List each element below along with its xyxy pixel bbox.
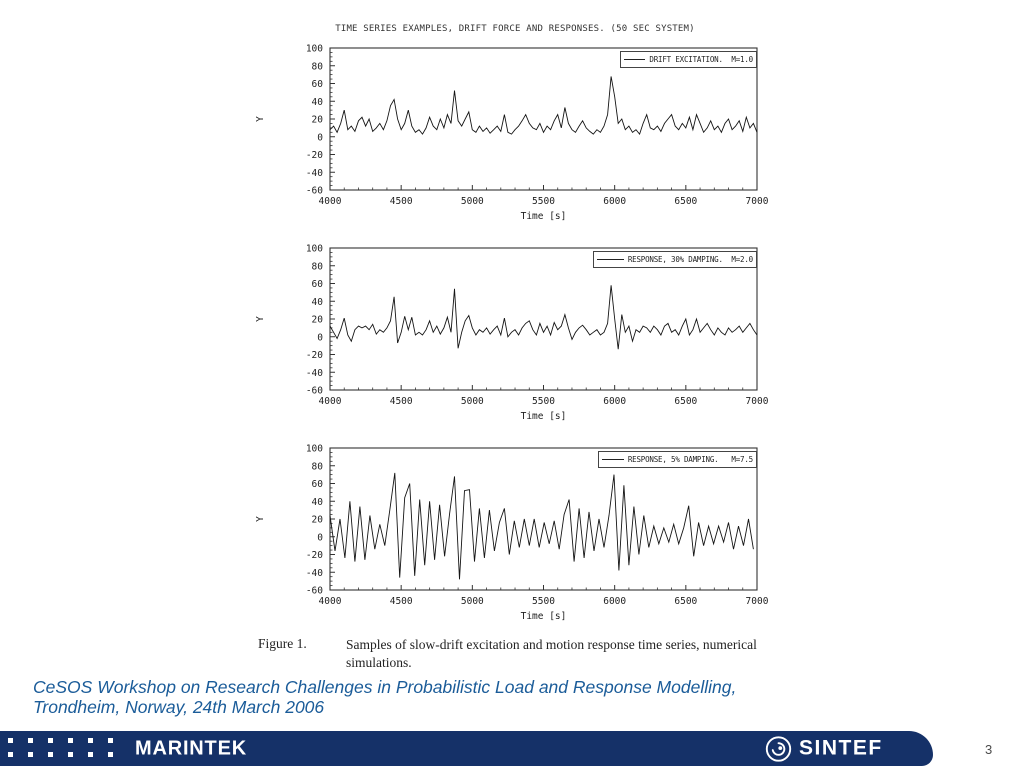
legend-response-30pct xyxy=(593,251,757,268)
workshop-footer-text xyxy=(33,678,863,717)
legend-label: RESPONSE, 5% DAMPING. M=7.5 xyxy=(627,455,753,464)
marintek-logo: MARINTEK xyxy=(135,737,247,759)
marintek-dots-pattern xyxy=(8,738,113,757)
svg-text:0: 0 xyxy=(317,532,323,544)
svg-text:-40: -40 xyxy=(305,567,323,579)
svg-text:-60: -60 xyxy=(305,185,323,197)
svg-text:40: 40 xyxy=(311,296,323,308)
footer-bar xyxy=(0,731,933,766)
figure-caption-text: Samples of slow-drift excitation and motion response time series, numerical simulations. xyxy=(346,637,757,671)
svg-text:6000: 6000 xyxy=(603,196,627,207)
svg-text:5500: 5500 xyxy=(532,596,555,607)
svg-text:Y: Y xyxy=(255,116,266,122)
svg-text:4000: 4000 xyxy=(318,196,342,207)
plot-drift-excitation xyxy=(255,44,775,244)
response-5pct-chart xyxy=(255,444,775,644)
plot-response-5pct xyxy=(255,444,775,644)
figure-caption xyxy=(258,636,798,672)
svg-text:6500: 6500 xyxy=(674,396,698,407)
svg-text:4000: 4000 xyxy=(318,396,342,407)
svg-text:0: 0 xyxy=(317,132,323,144)
legend-drift-excitation xyxy=(620,51,757,68)
svg-text:4500: 4500 xyxy=(389,396,413,407)
svg-text:80: 80 xyxy=(311,261,323,273)
svg-text:20: 20 xyxy=(311,514,323,526)
figure-title: TIME SERIES EXAMPLES, DRIFT FORCE AND RESPONSES. (50 SEC SYSTEM) xyxy=(335,24,695,34)
svg-text:100: 100 xyxy=(305,44,323,55)
plot-response-30pct xyxy=(255,244,775,444)
svg-text:Time [s]: Time [s] xyxy=(520,211,567,222)
svg-text:5000: 5000 xyxy=(460,596,484,607)
svg-text:-60: -60 xyxy=(305,385,323,397)
svg-text:4500: 4500 xyxy=(389,196,413,207)
svg-text:-20: -20 xyxy=(305,350,323,361)
svg-text:7000: 7000 xyxy=(745,596,769,607)
svg-text:7000: 7000 xyxy=(745,396,769,407)
svg-text:6500: 6500 xyxy=(674,196,698,207)
figure-caption-label: Figure 1. xyxy=(258,636,307,651)
svg-text:60: 60 xyxy=(311,279,323,290)
svg-text:6000: 6000 xyxy=(603,396,627,407)
svg-text:5000: 5000 xyxy=(460,396,484,407)
svg-text:Y: Y xyxy=(255,316,266,322)
svg-text:0: 0 xyxy=(317,332,323,344)
svg-text:Time [s]: Time [s] xyxy=(520,411,567,422)
svg-text:-20: -20 xyxy=(305,550,323,561)
workshop-footer-line2: Trondheim, Norway, 24th March 2006 xyxy=(33,696,325,717)
svg-text:Time [s]: Time [s] xyxy=(520,611,567,622)
legend-response-5pct xyxy=(598,451,757,468)
legend-label: RESPONSE, 30% DAMPING. M=2.0 xyxy=(627,255,753,264)
svg-text:60: 60 xyxy=(311,79,323,90)
svg-text:5500: 5500 xyxy=(532,396,555,407)
svg-text:Y: Y xyxy=(255,516,266,522)
svg-text:7000: 7000 xyxy=(745,196,769,207)
svg-text:-20: -20 xyxy=(305,150,323,161)
svg-text:4500: 4500 xyxy=(389,596,413,607)
svg-text:-40: -40 xyxy=(305,167,323,179)
workshop-footer-line1: CeSOS Workshop on Research Challenges in Probabilistic Load and Response Modelling, xyxy=(33,677,737,697)
svg-text:80: 80 xyxy=(311,61,323,73)
svg-text:100: 100 xyxy=(305,244,323,255)
svg-text:40: 40 xyxy=(311,496,323,508)
svg-text:4000: 4000 xyxy=(318,596,342,607)
svg-text:5500: 5500 xyxy=(532,196,555,207)
sintef-logo xyxy=(765,735,883,762)
svg-text:80: 80 xyxy=(311,461,323,473)
sintef-logo-text: SINTEF xyxy=(799,736,883,760)
svg-text:20: 20 xyxy=(311,314,323,326)
svg-text:100: 100 xyxy=(305,444,323,455)
svg-text:-60: -60 xyxy=(305,585,323,597)
svg-text:6500: 6500 xyxy=(674,596,698,607)
svg-text:6000: 6000 xyxy=(603,596,627,607)
legend-line-sample xyxy=(602,459,624,460)
svg-text:60: 60 xyxy=(311,479,323,490)
svg-text:-40: -40 xyxy=(305,367,323,379)
sintef-swirl-icon xyxy=(765,735,792,762)
legend-line-sample xyxy=(624,59,645,60)
response-30pct-chart xyxy=(255,244,775,444)
drift-excitation-chart xyxy=(255,44,775,244)
legend-line-sample xyxy=(597,259,624,260)
svg-text:20: 20 xyxy=(311,114,323,126)
svg-text:40: 40 xyxy=(311,96,323,108)
page-number: 3 xyxy=(985,742,993,757)
svg-text:5000: 5000 xyxy=(460,196,484,207)
legend-label: DRIFT EXCITATION. M=1.0 xyxy=(649,55,753,64)
